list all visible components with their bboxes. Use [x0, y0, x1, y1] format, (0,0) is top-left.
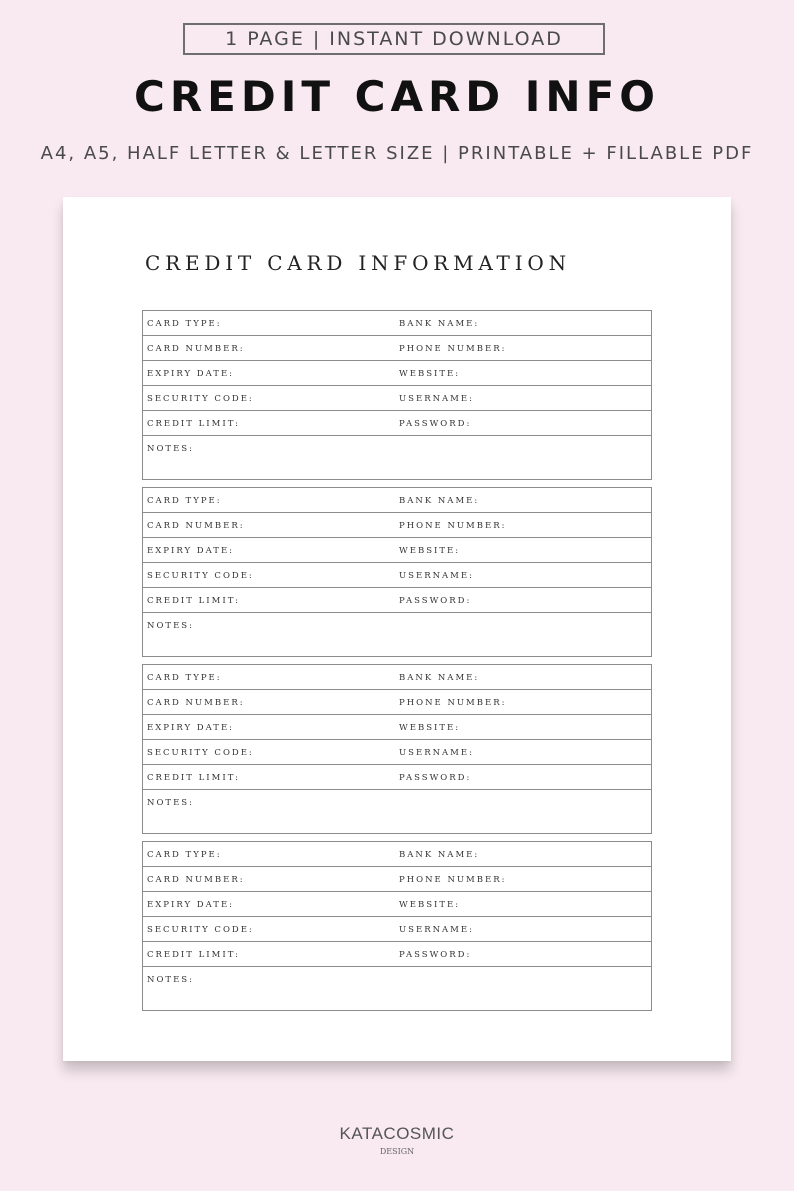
- notes-row: [143, 613, 651, 656]
- expiry-date-label: EXPIRY DATE:: [147, 723, 235, 733]
- table-row: [143, 690, 651, 715]
- credit-limit-label: CREDIT LIMIT:: [147, 419, 240, 429]
- expiry-date-label: EXPIRY DATE:: [147, 546, 235, 556]
- password-label: PASSWORD:: [399, 773, 472, 783]
- notes-label: NOTES:: [147, 444, 194, 454]
- bank-name-label: BANK NAME:: [399, 673, 480, 683]
- notes-label: NOTES:: [147, 798, 194, 808]
- username-label: USERNAME:: [399, 748, 474, 758]
- website-label: WEBSITE:: [399, 723, 461, 733]
- table-row: [143, 488, 651, 513]
- card-number-label: CARD NUMBER:: [147, 344, 245, 354]
- card-info-block: [142, 487, 652, 657]
- phone-number-label: PHONE NUMBER:: [399, 344, 507, 354]
- table-row: [143, 765, 651, 790]
- bank-name-label: BANK NAME:: [399, 319, 480, 329]
- phone-number-label: PHONE NUMBER:: [399, 521, 507, 531]
- table-row: [143, 867, 651, 892]
- card-info-block: [142, 664, 652, 834]
- expiry-date-label: EXPIRY DATE:: [147, 369, 235, 379]
- notes-row: [143, 967, 651, 1010]
- security-code-label: SECURITY CODE:: [147, 571, 254, 581]
- product-subtitle: A4, A5, HALF LETTER & LETTER SIZE | PRINTABLE + FILLABLE PDF: [40, 143, 754, 164]
- username-label: USERNAME:: [399, 925, 474, 935]
- bank-name-label: BANK NAME:: [399, 850, 480, 860]
- table-row: [143, 311, 651, 336]
- bank-name-label: BANK NAME:: [399, 496, 480, 506]
- security-code-label: SECURITY CODE:: [147, 925, 254, 935]
- security-code-label: SECURITY CODE:: [147, 748, 254, 758]
- table-row: [143, 740, 651, 765]
- card-number-label: CARD NUMBER:: [147, 521, 245, 531]
- credit-limit-label: CREDIT LIMIT:: [147, 773, 240, 783]
- table-row: [143, 842, 651, 867]
- website-label: WEBSITE:: [399, 900, 461, 910]
- table-row: [143, 715, 651, 740]
- table-row: [143, 336, 651, 361]
- username-label: USERNAME:: [399, 571, 474, 581]
- table-row: [143, 917, 651, 942]
- password-label: PASSWORD:: [399, 950, 472, 960]
- product-badge: 1 PAGE | INSTANT DOWNLOAD: [183, 23, 605, 55]
- card-type-label: CARD TYPE:: [147, 850, 222, 860]
- table-row: [143, 513, 651, 538]
- card-number-label: CARD NUMBER:: [147, 698, 245, 708]
- phone-number-label: PHONE NUMBER:: [399, 875, 507, 885]
- table-row: [143, 563, 651, 588]
- table-row: [143, 411, 651, 436]
- table-row: [143, 892, 651, 917]
- website-label: WEBSITE:: [399, 369, 461, 379]
- website-label: WEBSITE:: [399, 546, 461, 556]
- credit-limit-label: CREDIT LIMIT:: [147, 950, 240, 960]
- card-info-block: [142, 841, 652, 1011]
- table-row: [143, 588, 651, 613]
- notes-row: [143, 790, 651, 833]
- username-label: USERNAME:: [399, 394, 474, 404]
- card-info-block: [142, 310, 652, 480]
- password-label: PASSWORD:: [399, 596, 472, 606]
- printable-sheet: [63, 197, 731, 1061]
- notes-label: NOTES:: [147, 975, 194, 985]
- product-title: CREDIT CARD INFO: [134, 72, 660, 121]
- card-type-label: CARD TYPE:: [147, 319, 222, 329]
- table-row: [143, 538, 651, 563]
- password-label: PASSWORD:: [399, 419, 472, 429]
- phone-number-label: PHONE NUMBER:: [399, 698, 507, 708]
- sheet-title: CREDIT CARD INFORMATION: [145, 251, 571, 275]
- security-code-label: SECURITY CODE:: [147, 394, 254, 404]
- brand-subtitle: DESIGN: [379, 1147, 415, 1156]
- card-type-label: CARD TYPE:: [147, 496, 222, 506]
- card-number-label: CARD NUMBER:: [147, 875, 245, 885]
- table-row: [143, 386, 651, 411]
- card-type-label: CARD TYPE:: [147, 673, 222, 683]
- notes-label: NOTES:: [147, 621, 194, 631]
- table-row: [143, 942, 651, 967]
- expiry-date-label: EXPIRY DATE:: [147, 900, 235, 910]
- notes-row: [143, 436, 651, 479]
- table-row: [143, 361, 651, 386]
- credit-limit-label: CREDIT LIMIT:: [147, 596, 240, 606]
- brand-logo: KATACOSMIC: [339, 1124, 455, 1143]
- table-row: [143, 665, 651, 690]
